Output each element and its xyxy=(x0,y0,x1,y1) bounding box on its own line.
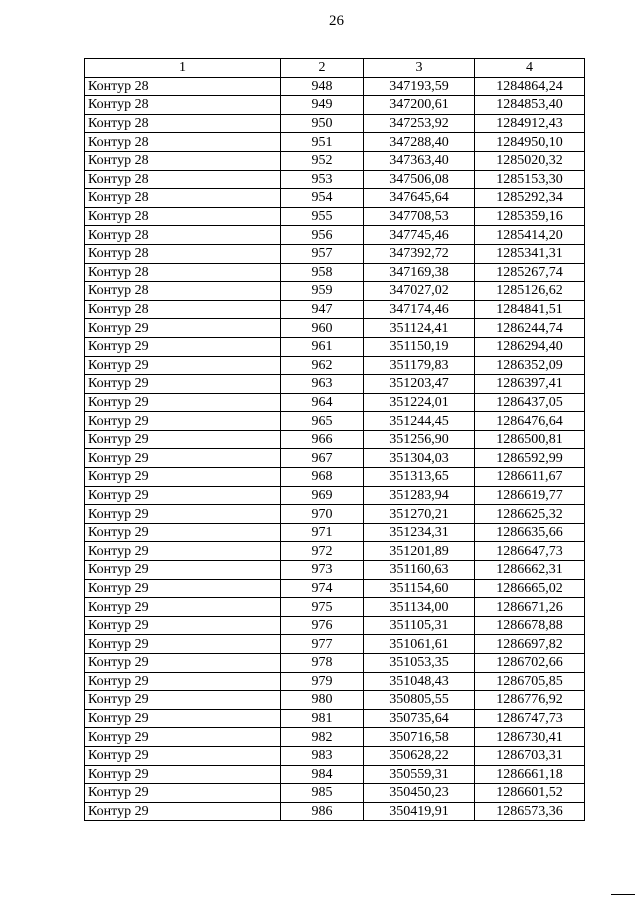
point-number-cell: 981 xyxy=(281,709,364,728)
point-number-cell: 952 xyxy=(281,151,364,170)
point-number-cell: 967 xyxy=(281,449,364,468)
contour-cell: Контур 29 xyxy=(85,486,281,505)
y-coordinate-cell: 1285359,16 xyxy=(475,207,585,226)
x-coordinate-cell: 351124,41 xyxy=(364,319,475,338)
y-coordinate-cell: 1285267,74 xyxy=(475,263,585,282)
contour-cell: Контур 28 xyxy=(85,226,281,245)
x-coordinate-cell: 351154,60 xyxy=(364,579,475,598)
contour-cell: Контур 28 xyxy=(85,96,281,115)
x-coordinate-cell: 347174,46 xyxy=(364,300,475,319)
x-coordinate-cell: 351203,47 xyxy=(364,375,475,394)
x-coordinate-cell: 351270,21 xyxy=(364,505,475,524)
contour-cell: Контур 29 xyxy=(85,412,281,431)
y-coordinate-cell: 1286730,41 xyxy=(475,728,585,747)
x-coordinate-cell: 351048,43 xyxy=(364,672,475,691)
point-number-cell: 975 xyxy=(281,598,364,617)
table-body xyxy=(85,77,585,821)
point-number-cell: 969 xyxy=(281,486,364,505)
y-coordinate-cell: 1284853,40 xyxy=(475,96,585,115)
point-number-cell: 971 xyxy=(281,523,364,542)
table-header xyxy=(85,59,585,78)
contour-cell: Контур 28 xyxy=(85,170,281,189)
x-coordinate-cell: 350628,22 xyxy=(364,746,475,765)
contour-cell: Контур 28 xyxy=(85,244,281,263)
contour-cell: Контур 29 xyxy=(85,784,281,803)
point-number-cell: 974 xyxy=(281,579,364,598)
x-coordinate-cell: 347745,46 xyxy=(364,226,475,245)
corner-mark xyxy=(611,894,635,895)
point-number-cell: 963 xyxy=(281,375,364,394)
contour-cell: Контур 28 xyxy=(85,282,281,301)
contour-cell: Контур 29 xyxy=(85,561,281,580)
table-row xyxy=(85,505,585,524)
contour-cell: Контур 29 xyxy=(85,691,281,710)
table-row xyxy=(85,561,585,580)
x-coordinate-cell: 350735,64 xyxy=(364,709,475,728)
contour-cell: Контур 28 xyxy=(85,263,281,282)
contour-cell: Контур 28 xyxy=(85,207,281,226)
contour-cell: Контур 29 xyxy=(85,449,281,468)
table-row xyxy=(85,765,585,784)
point-number-cell: 964 xyxy=(281,393,364,412)
x-coordinate-cell: 350559,31 xyxy=(364,765,475,784)
x-coordinate-cell: 347363,40 xyxy=(364,151,475,170)
x-coordinate-cell: 350716,58 xyxy=(364,728,475,747)
contour-cell: Контур 29 xyxy=(85,728,281,747)
table-row xyxy=(85,133,585,152)
y-coordinate-cell: 1285153,30 xyxy=(475,170,585,189)
x-coordinate-cell: 351244,45 xyxy=(364,412,475,431)
table-row xyxy=(85,486,585,505)
contour-cell: Контур 29 xyxy=(85,635,281,654)
y-coordinate-cell: 1286437,05 xyxy=(475,393,585,412)
point-number-cell: 970 xyxy=(281,505,364,524)
page-number: 26 xyxy=(329,13,344,29)
y-coordinate-cell: 1286601,52 xyxy=(475,784,585,803)
contour-cell: Контур 29 xyxy=(85,765,281,784)
x-coordinate-cell: 351105,31 xyxy=(364,616,475,635)
table-row xyxy=(85,375,585,394)
point-number-cell: 978 xyxy=(281,654,364,673)
header-row xyxy=(85,59,585,78)
table-row xyxy=(85,616,585,635)
contour-cell: Контур 29 xyxy=(85,468,281,487)
x-coordinate-cell: 351179,83 xyxy=(364,356,475,375)
contour-cell: Контур 29 xyxy=(85,598,281,617)
y-coordinate-cell: 1286476,64 xyxy=(475,412,585,431)
y-coordinate-cell: 1286647,73 xyxy=(475,542,585,561)
table-row xyxy=(85,449,585,468)
contour-cell: Контур 29 xyxy=(85,802,281,821)
point-number-cell: 948 xyxy=(281,77,364,96)
point-number-cell: 972 xyxy=(281,542,364,561)
table-row xyxy=(85,412,585,431)
x-coordinate-cell: 347645,64 xyxy=(364,189,475,208)
contour-cell: Контур 29 xyxy=(85,393,281,412)
y-coordinate-cell: 1286573,36 xyxy=(475,802,585,821)
table-row xyxy=(85,77,585,96)
contour-cell: Контур 29 xyxy=(85,337,281,356)
contour-cell: Контур 29 xyxy=(85,375,281,394)
table-row xyxy=(85,393,585,412)
contour-cell: Контур 28 xyxy=(85,189,281,208)
point-number-cell: 965 xyxy=(281,412,364,431)
point-number-cell: 957 xyxy=(281,244,364,263)
y-coordinate-cell: 1286635,66 xyxy=(475,523,585,542)
table-row xyxy=(85,746,585,765)
y-coordinate-cell: 1284912,43 xyxy=(475,114,585,133)
contour-cell: Контур 29 xyxy=(85,319,281,338)
x-coordinate-cell: 351150,19 xyxy=(364,337,475,356)
x-coordinate-cell: 347288,40 xyxy=(364,133,475,152)
x-coordinate-cell: 347708,53 xyxy=(364,207,475,226)
point-number-cell: 986 xyxy=(281,802,364,821)
point-number-cell: 982 xyxy=(281,728,364,747)
table-row xyxy=(85,263,585,282)
point-number-cell: 960 xyxy=(281,319,364,338)
contour-cell: Контур 28 xyxy=(85,77,281,96)
x-coordinate-cell: 347193,59 xyxy=(364,77,475,96)
y-coordinate-cell: 1286661,18 xyxy=(475,765,585,784)
y-coordinate-cell: 1286294,40 xyxy=(475,337,585,356)
table-row xyxy=(85,151,585,170)
y-coordinate-cell: 1286500,81 xyxy=(475,430,585,449)
x-coordinate-cell: 351313,65 xyxy=(364,468,475,487)
table-row xyxy=(85,96,585,115)
point-number-cell: 959 xyxy=(281,282,364,301)
y-coordinate-cell: 1286592,99 xyxy=(475,449,585,468)
x-coordinate-cell: 351160,63 xyxy=(364,561,475,580)
point-number-cell: 950 xyxy=(281,114,364,133)
y-coordinate-cell: 1284864,24 xyxy=(475,77,585,96)
point-number-cell: 958 xyxy=(281,263,364,282)
point-number-cell: 954 xyxy=(281,189,364,208)
y-coordinate-cell: 1285414,20 xyxy=(475,226,585,245)
table-row xyxy=(85,189,585,208)
x-coordinate-cell: 347169,38 xyxy=(364,263,475,282)
table-row xyxy=(85,300,585,319)
table-row xyxy=(85,523,585,542)
point-number-cell: 983 xyxy=(281,746,364,765)
y-coordinate-cell: 1286705,85 xyxy=(475,672,585,691)
x-coordinate-cell: 351256,90 xyxy=(364,430,475,449)
point-number-cell: 980 xyxy=(281,691,364,710)
x-coordinate-cell: 350805,55 xyxy=(364,691,475,710)
table-row xyxy=(85,244,585,263)
x-coordinate-cell: 351201,89 xyxy=(364,542,475,561)
table-row xyxy=(85,635,585,654)
contour-cell: Контур 28 xyxy=(85,151,281,170)
y-coordinate-cell: 1286776,92 xyxy=(475,691,585,710)
table-row xyxy=(85,598,585,617)
x-coordinate-cell: 347392,72 xyxy=(364,244,475,263)
table-row xyxy=(85,114,585,133)
table-row xyxy=(85,654,585,673)
table-row xyxy=(85,802,585,821)
contour-cell: Контур 29 xyxy=(85,579,281,598)
table-row xyxy=(85,337,585,356)
contour-cell: Контур 29 xyxy=(85,654,281,673)
table-row xyxy=(85,542,585,561)
table-row xyxy=(85,672,585,691)
table-row xyxy=(85,691,585,710)
header-cell-3: 3 xyxy=(364,59,475,78)
table-row xyxy=(85,579,585,598)
table-row xyxy=(85,226,585,245)
point-number-cell: 956 xyxy=(281,226,364,245)
point-number-cell: 951 xyxy=(281,133,364,152)
header-cell-4: 4 xyxy=(475,59,585,78)
contour-cell: Контур 28 xyxy=(85,133,281,152)
y-coordinate-cell: 1286697,82 xyxy=(475,635,585,654)
y-coordinate-cell: 1286747,73 xyxy=(475,709,585,728)
point-number-cell: 968 xyxy=(281,468,364,487)
point-number-cell: 949 xyxy=(281,96,364,115)
point-number-cell: 947 xyxy=(281,300,364,319)
y-coordinate-cell: 1286244,74 xyxy=(475,319,585,338)
point-number-cell: 985 xyxy=(281,784,364,803)
table-row xyxy=(85,784,585,803)
header-cell-1: 1 xyxy=(85,59,281,78)
x-coordinate-cell: 351061,61 xyxy=(364,635,475,654)
contour-cell: Контур 29 xyxy=(85,430,281,449)
y-coordinate-cell: 1286703,31 xyxy=(475,746,585,765)
y-coordinate-cell: 1284841,51 xyxy=(475,300,585,319)
x-coordinate-cell: 351283,94 xyxy=(364,486,475,505)
point-number-cell: 979 xyxy=(281,672,364,691)
y-coordinate-cell: 1285292,34 xyxy=(475,189,585,208)
point-number-cell: 955 xyxy=(281,207,364,226)
y-coordinate-cell: 1286702,66 xyxy=(475,654,585,673)
point-number-cell: 973 xyxy=(281,561,364,580)
y-coordinate-cell: 1286352,09 xyxy=(475,356,585,375)
contour-cell: Контур 29 xyxy=(85,505,281,524)
y-coordinate-cell: 1286671,26 xyxy=(475,598,585,617)
point-number-cell: 961 xyxy=(281,337,364,356)
x-coordinate-cell: 350419,91 xyxy=(364,802,475,821)
x-coordinate-cell: 351234,31 xyxy=(364,523,475,542)
contour-cell: Контур 29 xyxy=(85,746,281,765)
table-row xyxy=(85,430,585,449)
table-row xyxy=(85,356,585,375)
contour-cell: Контур 29 xyxy=(85,709,281,728)
coordinates-table xyxy=(84,58,585,821)
contour-cell: Контур 29 xyxy=(85,672,281,691)
y-coordinate-cell: 1285126,62 xyxy=(475,282,585,301)
point-number-cell: 976 xyxy=(281,616,364,635)
x-coordinate-cell: 347253,92 xyxy=(364,114,475,133)
table-row xyxy=(85,709,585,728)
y-coordinate-cell: 1286678,88 xyxy=(475,616,585,635)
contour-cell: Контур 29 xyxy=(85,523,281,542)
table-row xyxy=(85,319,585,338)
y-coordinate-cell: 1286619,77 xyxy=(475,486,585,505)
x-coordinate-cell: 351134,00 xyxy=(364,598,475,617)
table-row xyxy=(85,207,585,226)
x-coordinate-cell: 347027,02 xyxy=(364,282,475,301)
x-coordinate-cell: 347506,08 xyxy=(364,170,475,189)
y-coordinate-cell: 1286611,67 xyxy=(475,468,585,487)
contour-cell: Контур 28 xyxy=(85,300,281,319)
contour-cell: Контур 29 xyxy=(85,616,281,635)
y-coordinate-cell: 1285020,32 xyxy=(475,151,585,170)
table-row xyxy=(85,170,585,189)
table-row xyxy=(85,468,585,487)
y-coordinate-cell: 1286662,31 xyxy=(475,561,585,580)
point-number-cell: 966 xyxy=(281,430,364,449)
contour-cell: Контур 29 xyxy=(85,356,281,375)
point-number-cell: 953 xyxy=(281,170,364,189)
contour-cell: Контур 28 xyxy=(85,114,281,133)
point-number-cell: 984 xyxy=(281,765,364,784)
table-row xyxy=(85,282,585,301)
y-coordinate-cell: 1284950,10 xyxy=(475,133,585,152)
y-coordinate-cell: 1286665,02 xyxy=(475,579,585,598)
point-number-cell: 962 xyxy=(281,356,364,375)
table-row xyxy=(85,728,585,747)
x-coordinate-cell: 347200,61 xyxy=(364,96,475,115)
x-coordinate-cell: 351304,03 xyxy=(364,449,475,468)
x-coordinate-cell: 350450,23 xyxy=(364,784,475,803)
y-coordinate-cell: 1286625,32 xyxy=(475,505,585,524)
header-cell-2: 2 xyxy=(281,59,364,78)
y-coordinate-cell: 1285341,31 xyxy=(475,244,585,263)
x-coordinate-cell: 351053,35 xyxy=(364,654,475,673)
contour-cell: Контур 29 xyxy=(85,542,281,561)
y-coordinate-cell: 1286397,41 xyxy=(475,375,585,394)
point-number-cell: 977 xyxy=(281,635,364,654)
x-coordinate-cell: 351224,01 xyxy=(364,393,475,412)
